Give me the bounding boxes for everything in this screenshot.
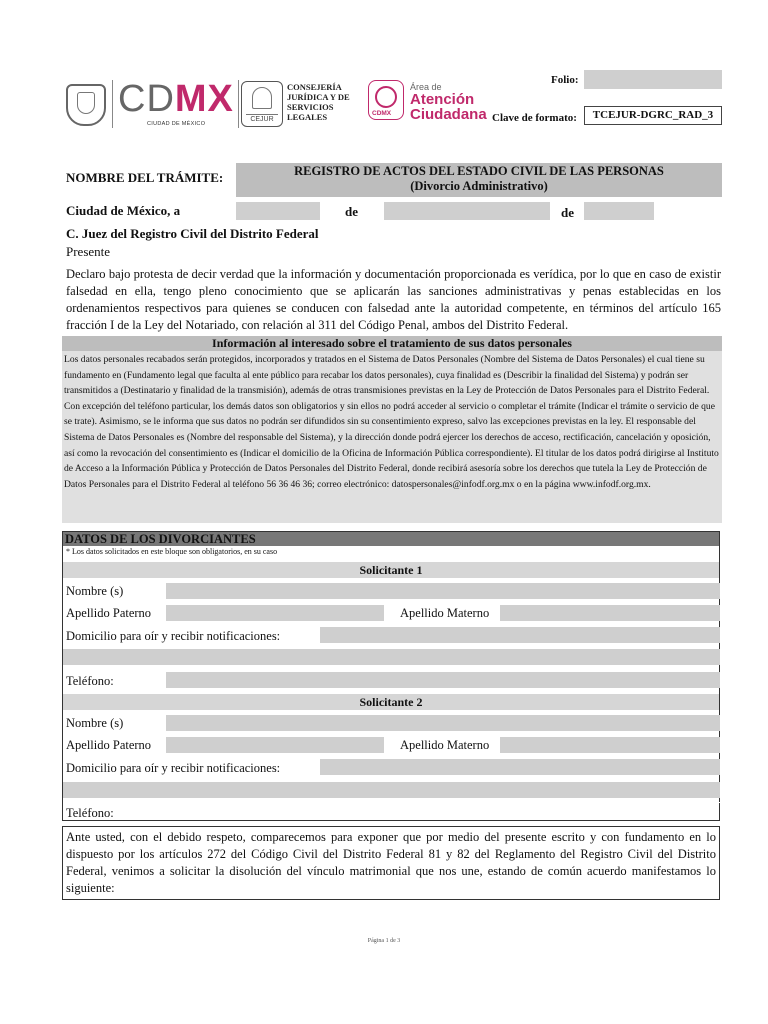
- solicitante1-nombre-field[interactable]: [166, 583, 720, 599]
- consejeria-label: [287, 82, 350, 122]
- solicitante1-materno-field[interactable]: [500, 605, 720, 621]
- solicitante1-domicilio-field-2[interactable]: [63, 649, 720, 665]
- cdmx-logo: [118, 78, 234, 120]
- cdmx-logo-mx: MX: [174, 78, 234, 120]
- domicilio-label: Domicilio para oír y recibir notificaciones:: [66, 629, 281, 643]
- apellido-materno-label: Apellido Materno: [400, 738, 490, 752]
- solicitante1-domicilio-field[interactable]: [320, 627, 720, 643]
- de-label: de: [345, 204, 358, 219]
- addressee-presente: Presente: [66, 244, 111, 259]
- solicitante2-paterno-field[interactable]: [166, 737, 384, 753]
- domicilio-label: Domicilio para oír y recibir notificaciones:: [66, 761, 281, 775]
- tramite-title-line2: (Divorcio Administrativo): [410, 179, 548, 193]
- consejeria-line: JURÍDICA Y DE: [287, 92, 350, 102]
- solicitante1-header: Solicitante 1: [63, 562, 719, 578]
- cdmx-logo-subtitle: CIUDAD DE MÉXICO: [147, 121, 206, 127]
- page-number: Página 1 de 3: [367, 938, 401, 944]
- privacy-title: Información al interesado sobre el tratamiento de sus datos personales: [62, 336, 722, 352]
- divorciantes-note: * Los datos solicitados en este bloque son obligatorios, en su caso: [66, 547, 278, 556]
- cejur-label: CEJUR: [246, 114, 278, 123]
- folio-field[interactable]: [584, 70, 722, 89]
- telefono-label: Teléfono:: [66, 674, 114, 688]
- aac-line3: Ciudadana: [410, 106, 487, 123]
- logo-divider: [112, 80, 113, 128]
- clave-value: TCEJUR-DGRC_RAD_3: [584, 106, 722, 125]
- year-field[interactable]: [584, 202, 654, 220]
- aac-line2: Atención: [410, 91, 475, 108]
- coat-of-arms-inner: [77, 92, 95, 114]
- day-field[interactable]: [236, 202, 320, 220]
- de-label: de: [561, 205, 574, 220]
- declaration-paragraph: Declaro bajo protesta de decir verdad que la información y documentación proporcionada es verídica, por lo que en caso de existir falsedad en ella, tengo pleno conocimiento que se aplicarán las sanciones administrativas y penas establecidas en los ordenamientos respectivos para quienes se conducen con falsedad ante la autoridad competente, en términos del artículo 165 fracción I de la Ley del Notariado, con relación al 311 del Código Penal, ambos del Distrito Federal.: [66, 267, 721, 332]
- aac-logo-circle-icon: [375, 86, 397, 108]
- solicitante1-telefono-field[interactable]: [166, 672, 720, 688]
- solicitante2-header: Solicitante 2: [63, 694, 719, 710]
- solicitante2-domicilio-field[interactable]: [320, 759, 720, 775]
- tramite-label: NOMBRE DEL TRÁMITE:: [66, 170, 224, 185]
- privacy-body: Los datos personales recabados serán protegidos, incorporados y tratados en el Sistema de Datos Personales (Nombre del Sistema de Datos Personales) el cual tiene su fundamento en (Fundamento legal que faculta al ente público para recabar los datos personales), cuya finalidad es (Describir la finalidad del Sistema) y podrán ser transmitidos a (Destinatario y finalidad de la transmisión), además de otras transmisiones previstas en la Ley de Protección de Datos Personales para el Distrito Federal. Con excepción del teléfono particular, los demás datos son obligatorios y sin ellos no podrá acceder al servicio o completar el trámite (Indicar el trámite o servicio de que se trate). Asimismo, se le informa que sus datos no podrán ser difundidos sin su consentimiento expreso, salvo las excepciones previstas en la ley. El responsable del Sistema de Datos Personales es (Nombre del responsable del Sistema), y la dirección donde podrá ejercer los derechos de acceso, rectificación, cancelación y oposición, así como la revocación del consentimiento es (Indicar el domicilio de la Oficina de Información Pública correspondiente). El titular de los datos podrá dirigirse al Instituto de Acceso a la Información Pública y Protección de Datos Personales del Distrito Federal, donde recibirá asesoría sobre los derechos que tutela la Ley de Protección de Datos Personales para el Distrito Federal al teléfono 56 36 46 36; correo electrónico: datospersonales@infodf.org.mx o en la página www.infodf.org.mx.: [62, 351, 722, 523]
- aac-logo-badge: CDMX: [372, 110, 392, 117]
- divorciantes-title: DATOS DE LOS DIVORCIANTES: [63, 532, 719, 546]
- cejur-figure-icon: [252, 87, 272, 109]
- addressee-name: C. Juez del Registro Civil del Distrito Federal: [66, 226, 319, 241]
- cdmx-logo-cd: CD: [118, 78, 175, 120]
- solicitante1-paterno-field[interactable]: [166, 605, 384, 621]
- consejeria-line: CONSEJERÍA: [287, 82, 342, 92]
- telefono-label: Teléfono:: [66, 806, 114, 820]
- clave-label: Clave de formato:: [492, 112, 577, 124]
- folio-label: Folio:: [551, 74, 579, 86]
- solicitante2-materno-field[interactable]: [500, 737, 720, 753]
- consejeria-line: LEGALES: [287, 112, 328, 122]
- solicitante2-domicilio-field-2[interactable]: [63, 782, 720, 798]
- aac-line1: Área de: [410, 82, 442, 92]
- month-field[interactable]: [384, 202, 550, 220]
- tramite-title-box: [236, 163, 722, 197]
- nombre-label: Nombre (s): [66, 584, 124, 598]
- city-date-label: Ciudad de México, a: [66, 203, 181, 218]
- consejeria-line: SERVICIOS: [287, 102, 334, 112]
- logo-divider: [238, 80, 239, 128]
- solicitante2-nombre-field[interactable]: [166, 715, 720, 731]
- apellido-materno-label: Apellido Materno: [400, 606, 490, 620]
- apellido-paterno-label: Apellido Paterno: [66, 738, 152, 752]
- apellido-paterno-label: Apellido Paterno: [66, 606, 152, 620]
- nombre-label: Nombre (s): [66, 716, 124, 730]
- spacer: [63, 802, 720, 803]
- tramite-title-line1: REGISTRO DE ACTOS DEL ESTADO CIVIL DE LAS PERSONAS: [294, 164, 664, 178]
- closing-paragraph: Ante usted, con el debido respeto, comparecemos para exponer que por medio del presente escrito y con fundamento en lo dispuesto por los artículos 272 del Código Civil del Distrito Federal 81 y 82 del Reglamento del Registro Civil del Distrito Federal, venimos a solicitar la disolución del vínculo matrimonial que nos une, estando de común acuerdo manifestamos lo siguiente:: [62, 826, 720, 900]
